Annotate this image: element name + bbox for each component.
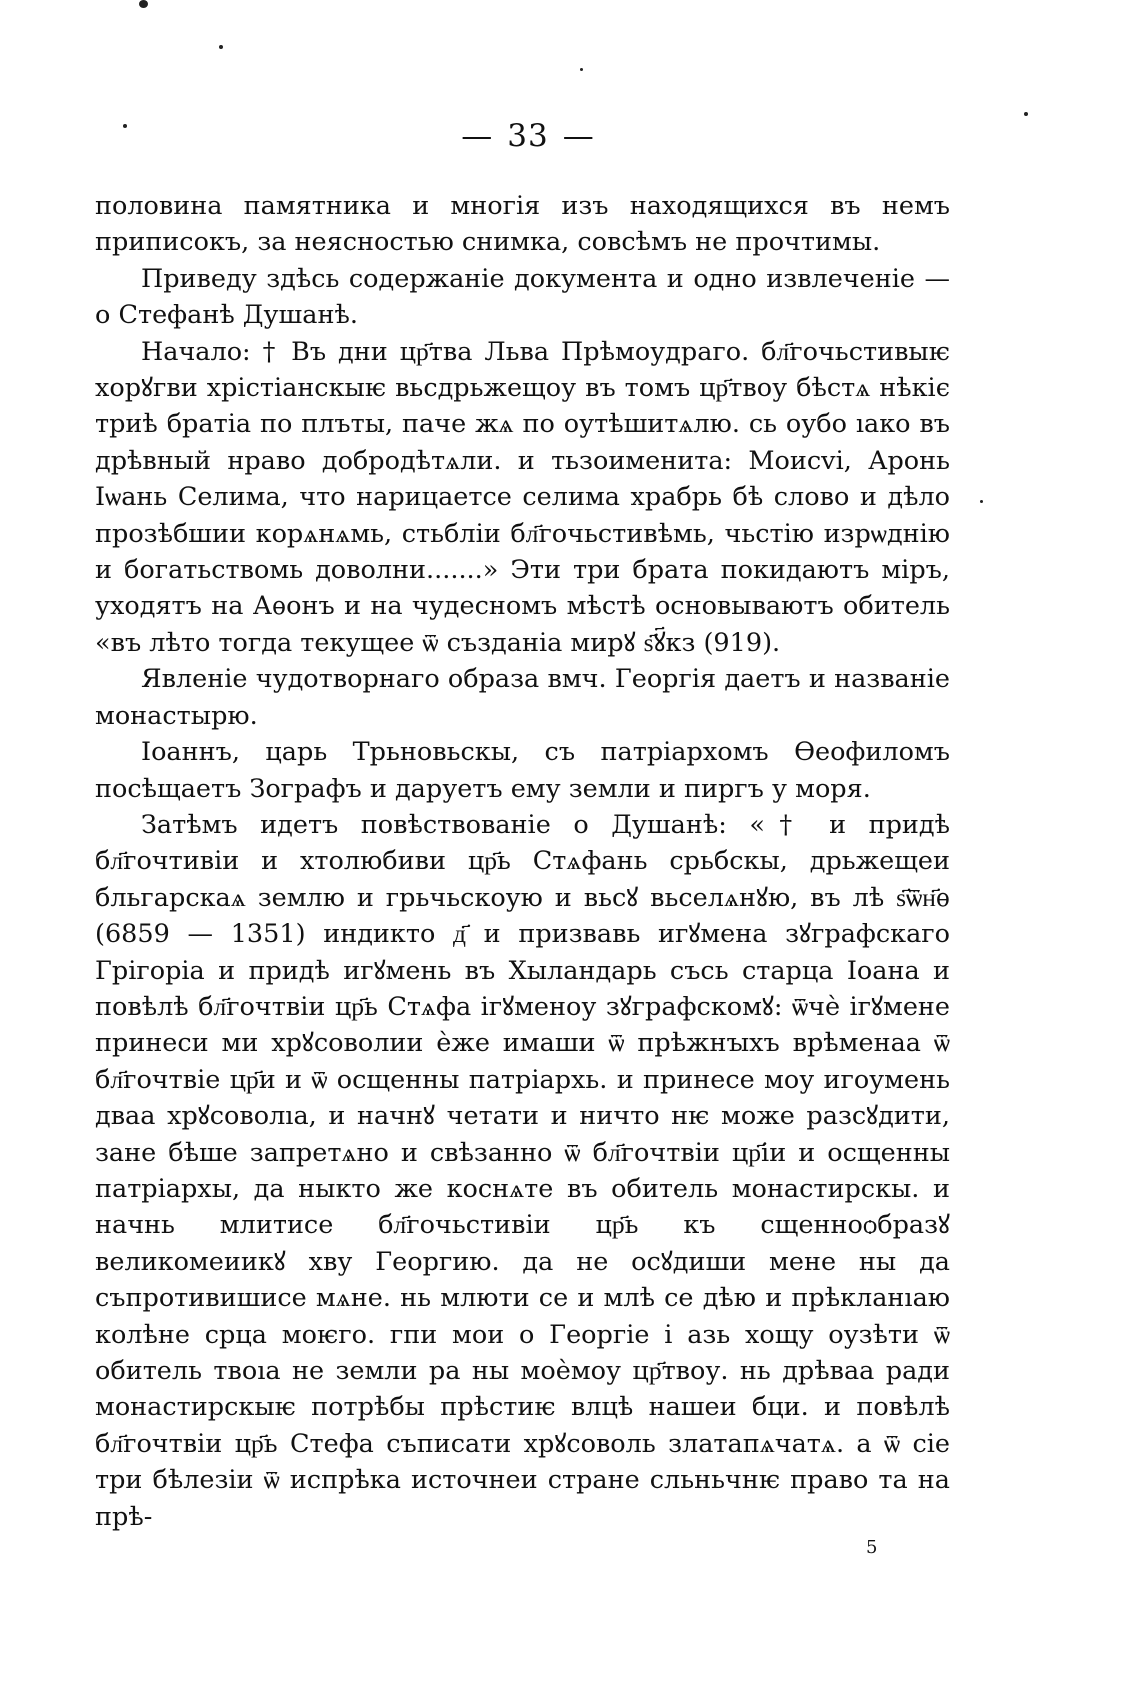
paragraph: Затѣмъ идетъ повѣствованіе о Душанѣ: «† и придѣ бл҃гочтивіи и хтолюбиви цр҃ь Стѧфань срьбскы, дрьжещеи бльгарскаѧ землю и грьчьскоую и вьсꙋ вьселѧнꙋю, въ лѣ ѕ҃ѿн҃ѳ (6859 — 1351) индикто д҃ и призвавь игꙋмена зꙋграфскаго Грігоріа и придѣ игꙋмень въ Хыландарь съсь старца Іоана и повѣлѣ бл҃гочтвіи цр҃ь Стѧфа ігꙋменоу зꙋграфскомꙋ: ѿчѐ ігꙋмене принеси ми хрꙋсоволии ѐже имаши ѿ прѣжнꙑхъ врѣменаа ѿ бл҃гочтвіе цр҃и и ѿ осщенны патріархь. и принесе моу игоумень двaa хрꙋсоволıа, и начнꙋ четати и ничто нѥ може разсꙋдити, зане бѣше запретѧно и свѣзанно ѿ бл҃гочтвіи цр҃іи и осщенны патріархы, да ныкто же коснѧте въ обитель монастирскы. и начнь млитисе бл҃гочьстивіи цр҃ь къ сщенноѻбразꙋ великомеиикꙋ хву Георгию. да не осꙋдиши мене ны да съпротивишисе мѧне. нь млюти се и млѣ се дѣю и прѣкланıаю колѣне срца моѥго. гпи мои о Георгіе і азь хощу оузѣти ѿ обитель твоıа не земли ра ны моѐмоу цр҃твоу. нь дрѣваа ради монастирскыѥ потрѣбы прѣстиѥ влцѣ нашеи бци. и повѣлѣ бл҃гочтвіи цр҃ь Стефа съписати хрꙋсоволь златапѧчатѧ. а ѿ сіе три бѣлезіи ѿ испрѣка источнеи стране сльньчнѥ право та на прѣ- — [95, 809, 950, 1532]
paragraph: Явленіе чудотворнаго образа вмч. Георгія даетъ и названіе монастырю. — [95, 664, 950, 731]
ink-speck — [1024, 112, 1028, 116]
signature-mark: 5 — [866, 1537, 878, 1558]
ink-speck — [139, 0, 148, 8]
page-number: 33 — [507, 118, 549, 154]
page-header — [0, 118, 1056, 154]
paragraph: Іоаннъ, царь Трьновьскы, съ патріархомъ Ѳеофиломъ посѣщаетъ Зографъ и даруетъ ему земли и пиргъ у моря. — [95, 737, 950, 804]
paragraph: Приведу здѣсь содержаніе документа и одно извлеченіе — о Стефанѣ Душанѣ. — [95, 263, 950, 331]
paragraph: половина памятника и многія изъ находящихся въ немъ приписокъ, за неясностью снимка, совсѣмъ не прочтимы. — [95, 191, 950, 258]
ink-speck — [980, 500, 983, 503]
body-text — [95, 188, 950, 1535]
ink-speck — [580, 68, 583, 71]
header-dash-right: — — [562, 118, 595, 154]
header-dash-left: — — [461, 118, 494, 154]
ink-speck — [219, 45, 223, 49]
paragraph: Начало: † Въ дни цр҃тва Льва Прѣмоудраго. бл҃гочьстивыѥ хорꙋгви хрістіанскыѥ вьсдрьжещоу въ томъ цр҃твоу бѣстѧ нѣкіє триѣ братіа по плъты, паче жѧ по оутѣшитѧлю. сь оубо ıако въ дрѣвный нраво добродѣтѧли. и тьзоименита: Моисvі, Аронь Іѡань Селима, что нарицаетсе селима храбрь бѣ слово и дѣло прозѣбшии корѧнѧмь, стьбліи бл҃гочьстивѣмь, чьстію изрѡднію и богатьствомь доволни.......» Эти три брата покидаютъ міръ, уходятъ на Аѳонъ и на чудесномъ мѣстѣ основываютъ обитель «въ лѣто тогда текущее ѿ създаніа мирꙋ ѕ҃ꙋ҃кз (919). — [95, 336, 950, 658]
